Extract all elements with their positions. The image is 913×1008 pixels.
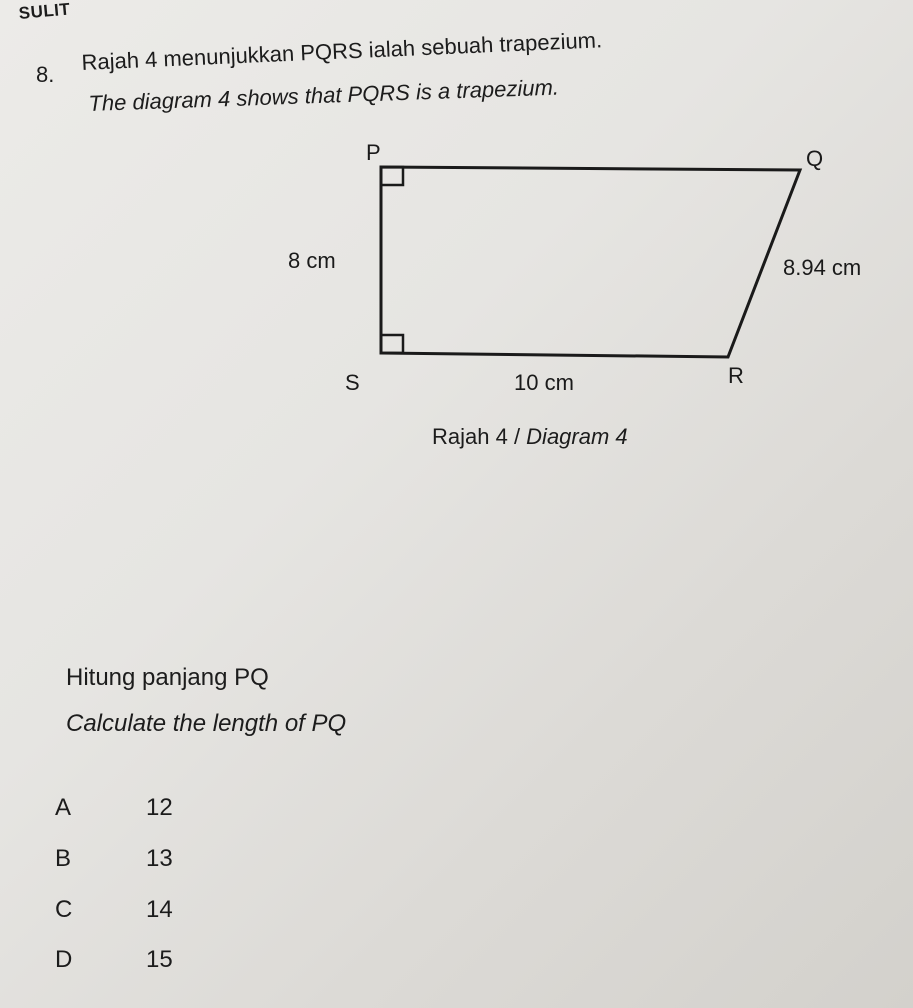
vertex-label-s: S [345,370,360,395]
vertex-label-q: Q [806,146,824,171]
option-a-value[interactable]: 12 [146,794,173,821]
option-d-letter[interactable]: D [55,946,73,973]
vertex-label-p: P [366,140,381,165]
option-c-value[interactable]: 14 [146,896,173,923]
prompt-malay: Hitung panjang PQ [66,664,269,691]
caption-english: Diagram 4 [526,424,628,449]
caption-malay: Rajah 4 / [432,424,527,449]
page-header: SULIT [18,0,72,23]
diagram-caption [432,424,628,450]
question-text-english: The diagram 4 shows that PQRS is a trapezium. [88,74,560,116]
prompt-english: Calculate the length of PQ [66,710,347,737]
option-d-value[interactable]: 15 [146,946,173,973]
trapezium-pqrs [381,167,800,357]
side-label-ps: 8 cm [288,248,336,273]
right-angle-marker-s [381,335,403,353]
vertex-label-r: R [728,363,744,388]
side-label-qr: 8.94 cm [783,255,862,280]
option-c-letter[interactable]: C [55,896,73,923]
question-text-malay: Rajah 4 menunjukkan PQRS ialah sebuah trapezium. [81,27,603,75]
question-number: 8. [36,62,55,87]
option-a-letter[interactable]: A [55,794,72,821]
option-b-letter[interactable]: B [55,845,72,872]
option-b-value[interactable]: 13 [146,845,173,872]
right-angle-marker-p [381,167,403,185]
side-label-sr: 10 cm [514,370,574,395]
